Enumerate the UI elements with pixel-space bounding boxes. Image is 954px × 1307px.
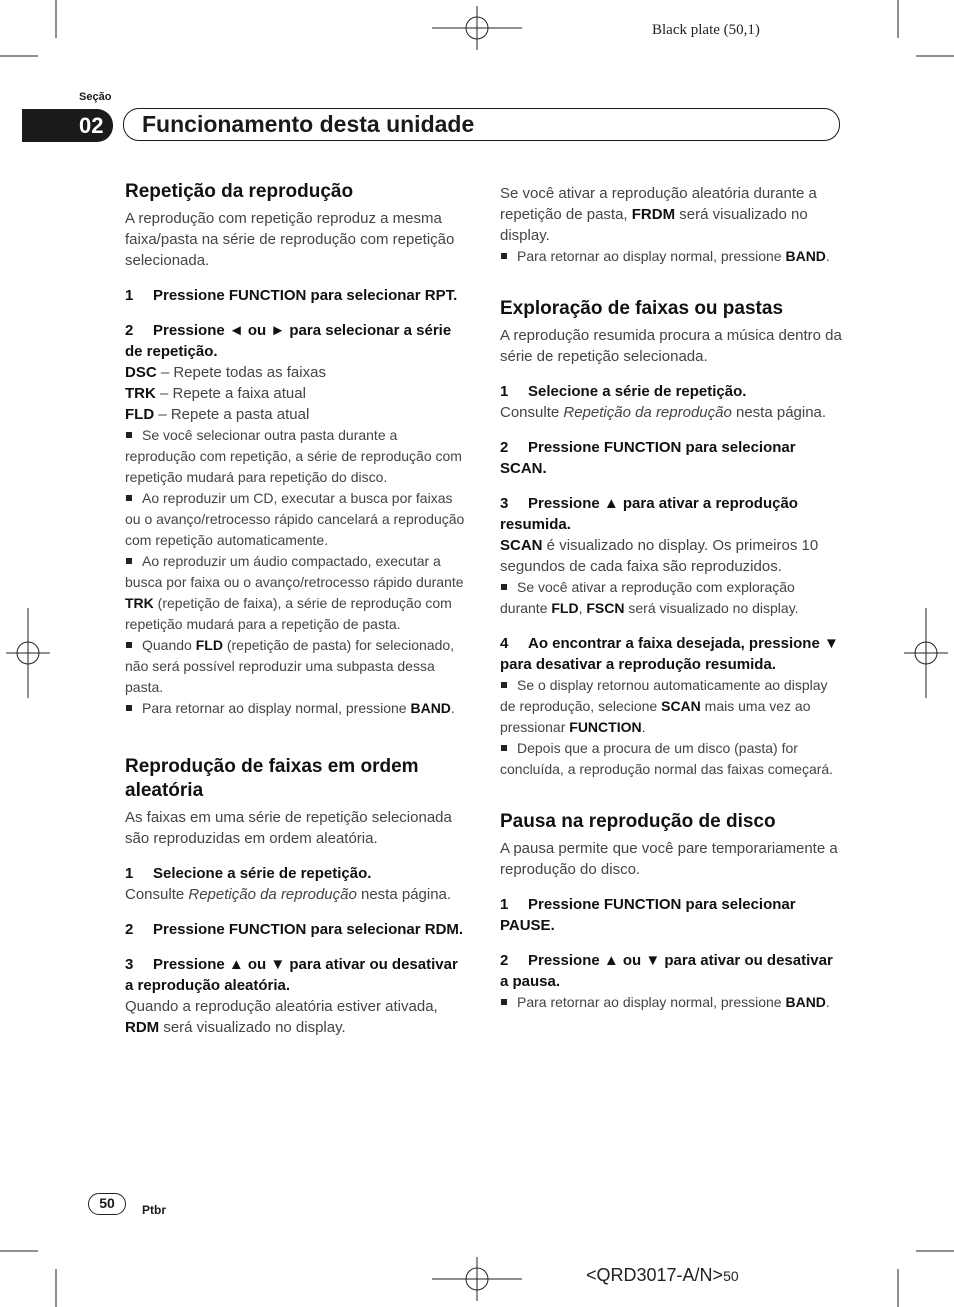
bullet-icon (501, 584, 507, 590)
scan-step-1-body: Consulte Repetição da reprodução nesta página. (500, 404, 827, 421)
bullet-icon (126, 642, 132, 648)
random-intro: As faixas em uma série de repetição selecionada são reproduzidas em ordem aleatória. (125, 809, 452, 847)
scan-step-4: 4 Ao encontrar a faixa desejada, pressione ▼ para desativar a reprodução resumida. (500, 635, 839, 673)
repeat-note-2: Ao reproduzir um CD, executar a busca por faixas ou o avanço/retrocesso rápido cancelará a reprodução com repetição automaticamente. (125, 490, 465, 548)
page-title: Funcionamento desta unidade (142, 111, 475, 137)
bullet-icon (126, 558, 132, 564)
repeat-note-3: Ao reproduzir um áudio compactado, executar a busca por faixa ou o avanço/retrocesso rápido durante TRK (repetição de faixa), a série de reprodução com repetição mudará para a repetição de pasta. (125, 553, 464, 632)
random-step-3-body: Quando a reprodução aleatória estiver ativada, RDM será visualizado no display. (125, 998, 438, 1036)
repeat-note-5: Para retornar ao display normal, pressione BAND. (125, 698, 467, 719)
bullet-icon (501, 999, 507, 1005)
heading-scan: Exploração de faixas ou pastas (500, 298, 784, 319)
heading-repeat: Repetição da reprodução (125, 181, 354, 202)
language-code: Ptbr (142, 1203, 166, 1217)
random-step-1: 1 Selecione a série de repetição. (125, 865, 372, 882)
plate-label: Black plate (50,1) (652, 22, 760, 38)
random-continued-note: Para retornar ao display normal, pressione BAND. (500, 246, 842, 267)
heading-pause: Pausa na reprodução de disco (500, 811, 776, 832)
heading-random: Reprodução de faixas em ordem aleatória (125, 756, 419, 801)
section-label: Seção (79, 91, 112, 103)
scan-step-3-body: SCAN é visualizado no display. Os primeiros 10 segundos de cada faixa são reproduzidos. (500, 537, 819, 575)
repeat-note-4: Quando FLD (repetição de pasta) for selecionado, não será possível reproduzir uma subpasta dessa pasta. (125, 637, 455, 695)
repeat-option-dsc: DSC – Repete todas as faixas (125, 364, 326, 381)
repeat-option-trk: TRK – Repete a faixa atual (125, 385, 306, 402)
random-step-2: 2 Pressione FUNCTION para selecionar RDM. (125, 921, 464, 938)
repeat-step-2: 2 Pressione ◄ ou ► para selecionar a série de repetição. (125, 322, 452, 360)
scan-step-2: 2 Pressione FUNCTION para selecionar SCAN. (500, 439, 796, 477)
repeat-intro: A reprodução com repetição reproduz a mesma faixa/pasta na série de reprodução com repetição selecionada. (125, 210, 455, 269)
pause-step-1: 1 Pressione FUNCTION para selecionar PAUSE. (500, 896, 796, 934)
left-column (125, 180, 467, 1038)
pause-step-2: 2 Pressione ▲ ou ▼ para ativar ou desativar a pausa. (500, 952, 833, 990)
scan-step-4-note-2: Depois que a procura de um disco (pasta) for concluída, a reprodução normal das faixas começará. (500, 740, 834, 777)
repeat-step-1: 1 Pressione FUNCTION para selecionar RPT. (125, 287, 458, 304)
bullet-icon (501, 682, 507, 688)
scan-step-3: 3 Pressione ▲ para ativar a reprodução resumida. (500, 495, 798, 533)
pause-intro: A pausa permite que você pare temporariamente a reprodução do disco. (500, 840, 838, 878)
bullet-icon (501, 253, 507, 259)
bullet-icon (126, 495, 132, 501)
section-number: 02 (22, 109, 113, 142)
repeat-option-fld: FLD – Repete a pasta atual (125, 406, 310, 423)
random-continued-body: Se você ativar a reprodução aleatória durante a repetição de pasta, FRDM será visualizado no display. (500, 185, 817, 244)
scan-step-1: 1 Selecione a série de repetição. (500, 383, 747, 400)
bullet-icon (501, 745, 507, 751)
random-step-3: 3 Pressione ▲ ou ▼ para ativar ou desativar a reprodução aleatória. (125, 956, 458, 994)
repeat-note-1: Se você selecionar outra pasta durante a reprodução com repetição, a série de reprodução com repetição mudará para repetição do disco. (125, 427, 462, 485)
scan-step-4-note-1: Se o display retornou automaticamente ao display de reprodução, selecione SCAN mais uma vez ao pressionar FUNCTION. (500, 677, 828, 735)
bullet-icon (126, 432, 132, 438)
bullet-icon (126, 705, 132, 711)
scan-intro: A reprodução resumida procura a música dentro da série de repetição selecionada. (500, 327, 842, 365)
right-column (500, 183, 842, 1013)
random-step-1-body: Consulte Repetição da reprodução nesta página. (125, 886, 452, 903)
scan-step-3-note: Se você ativar a reprodução com exploração durante FLD, FSCN será visualizado no display. (500, 579, 799, 616)
document-code: <QRD3017-A/N>50 (586, 1265, 739, 1285)
pause-note: Para retornar ao display normal, pressione BAND. (500, 992, 842, 1013)
page-number: 50 (88, 1193, 126, 1215)
